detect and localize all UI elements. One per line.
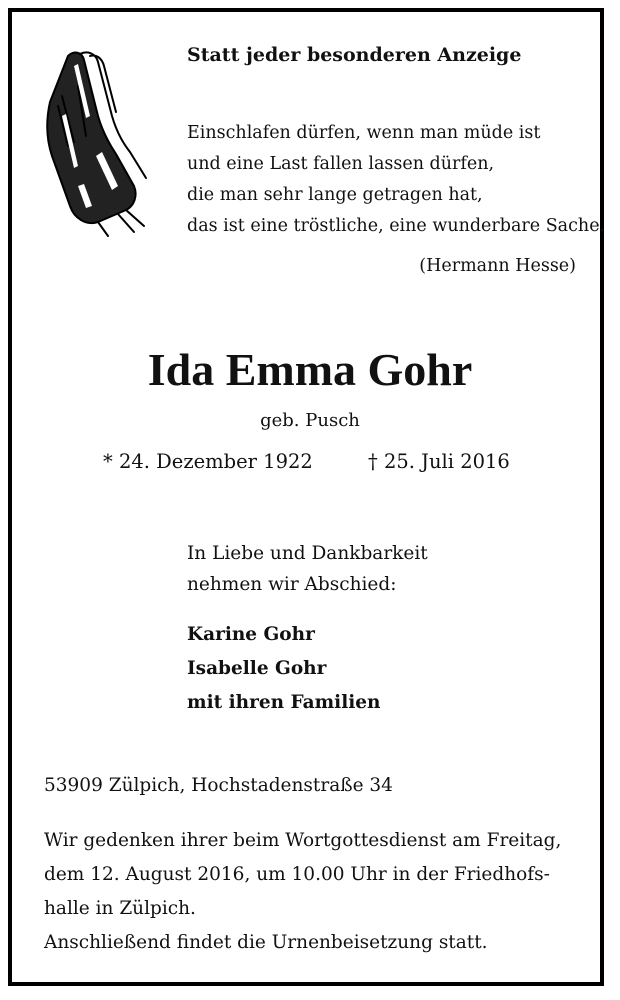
poem [187, 118, 605, 242]
poem-line: die man sehr lange getragen hat, [187, 185, 483, 205]
birth-name: geb. Pusch [260, 410, 360, 431]
mourner: Isabelle Gohr [187, 658, 327, 679]
deceased-name: Ida Emma Gohr [147, 344, 473, 395]
service-line: halle in Zülpich. [44, 898, 196, 919]
farewell-intro [187, 538, 428, 600]
service-line: Wir gedenken ihrer beim Wortgottesdienst am Freitag, [44, 830, 562, 851]
mourner: Karine Gohr [187, 624, 315, 645]
death-date: † 25. Juli 2016 [368, 450, 510, 473]
service-line: dem 12. August 2016, um 10.00 Uhr in der Friedhofs- [44, 864, 550, 885]
mourners-list [187, 618, 380, 720]
intro-line: nehmen wir Abschied: [187, 574, 397, 595]
intro-line: In Liebe und Dankbarkeit [187, 543, 428, 564]
mourner: mit ihren Familien [187, 692, 381, 713]
service-info [44, 824, 561, 960]
address: 53909 Zülpich, Hochstadenstraße 34 [44, 775, 393, 796]
poem-line: das ist eine tröstliche, eine wunderbare Sache. [187, 216, 606, 236]
birth-date: * 24. Dezember 1922 [103, 450, 313, 473]
poem-line: Einschlafen dürfen, wenn man müde ist [187, 123, 541, 143]
praying-hands-icon [38, 46, 156, 240]
poem-line: und eine Last fallen lassen dürfen, [187, 154, 495, 174]
service-line: Anschließend findet die Urnenbeisetzung statt. [44, 932, 488, 953]
notice-heading: Statt jeder besonderen Anzeige [187, 44, 522, 66]
poem-attribution: (Hermann Hesse) [419, 256, 576, 276]
